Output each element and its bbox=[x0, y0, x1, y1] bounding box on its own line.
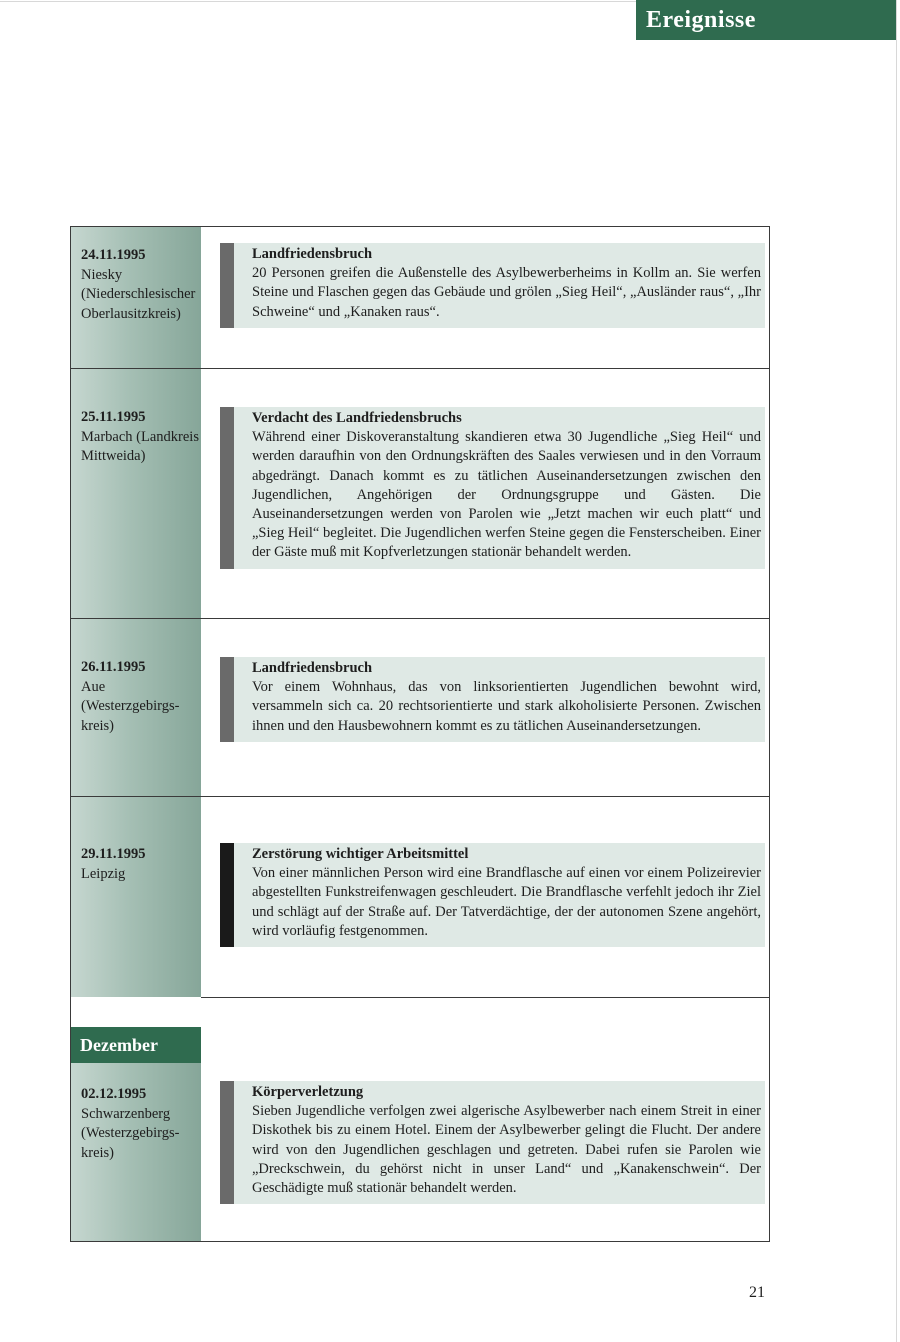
row-divider bbox=[71, 368, 769, 369]
event-date: 24.11.1995 bbox=[81, 247, 146, 263]
event-title: Landfriedensbruch bbox=[252, 246, 373, 262]
event-title: Zerstörung wichtiger Arbeitsmittel bbox=[252, 846, 469, 862]
event-description bbox=[220, 243, 765, 328]
event-meta bbox=[81, 246, 199, 324]
page-number: 21 bbox=[749, 1284, 765, 1301]
event-text: Während einer Diskoveranstaltung skandieren etwa 30 Jugendliche „Sieg Heil“ und werden daraufhin von den Ordnungskräften des Saales verwiesen und in den Vorraum abgedrängt. Danach kommt es zu tätlichen Auseinandersetzungen zwischen den Jugendlichen, Angehörigen der Ordnungsgruppe und Gästen. Die Auseinandersetzungen werden von Parolen wie „Jetzt machen wir euch platt“ und „Sieg Heil“ begleitet. Die Jugendlichen werfen Steine gegen die Fensterscheiben. Einer der Gäste muß mit Kopfverletzungen stationär behandelt werden. bbox=[252, 429, 761, 561]
event-title: Körperverletzung bbox=[252, 1084, 364, 1100]
events-table bbox=[70, 226, 770, 1242]
event-text: Vor einem Wohnhaus, das von linksorientierten Jugendlichen bewohnt wird, versammeln sich ca. 20 rechtsorientierte und stark alkoholisierte Personen. Zwischen ihnen und den Hausbewohnern kommt es zu tätlichen Auseinandersetzungen. bbox=[252, 679, 761, 734]
event-meta bbox=[81, 1085, 199, 1163]
event-place: Marbach (Landkreis Mittweida) bbox=[81, 428, 199, 464]
event-place: Leipzig bbox=[81, 865, 126, 882]
event-date: 29.11.1995 bbox=[81, 846, 146, 862]
month-heading: Dezember bbox=[71, 1027, 201, 1063]
event-date: 26.11.1995 bbox=[81, 659, 146, 675]
event-description bbox=[220, 407, 765, 569]
event-place: Schwarzenberg (Westerzgebirgskreis) bbox=[81, 1105, 180, 1161]
month-gap bbox=[71, 997, 201, 1027]
event-text: 20 Personen greifen die Außenstelle des Asylbewerberheims in Kollm an. Sie werfen Steine und Flaschen gegen das Gebäude und grölen „Sieg Heil“, „Ausländer raus“, „Ihr Schweine“ und „Kanaken raus“. bbox=[252, 265, 761, 320]
event-meta bbox=[81, 408, 199, 467]
event-marker-bar bbox=[220, 843, 234, 947]
event-marker-bar bbox=[220, 1081, 234, 1204]
row-divider bbox=[71, 618, 769, 619]
event-title: Verdacht des Landfriedensbruchs bbox=[252, 410, 462, 426]
event-description bbox=[220, 843, 765, 947]
event-text: Von einer männlichen Person wird eine Brandflasche auf einen vor einem Polizeirevier abgestellten Funkstreifenwagen geschleudert. Die Brandflasche verfehlt jedoch ihr Ziel und schlägt auf der Straße auf. Der Tatverdächtige, der der autonomen Szene angehört, wird vorläufig festgenommen. bbox=[252, 865, 761, 939]
event-place: Aue (Westerzgebirgskreis) bbox=[81, 678, 180, 734]
page-right-rule bbox=[896, 0, 897, 1342]
event-marker-bar bbox=[220, 657, 234, 742]
event-description bbox=[220, 657, 765, 742]
event-marker-bar bbox=[220, 407, 234, 569]
event-date: 02.12.1995 bbox=[81, 1086, 147, 1102]
event-meta bbox=[81, 845, 199, 884]
event-marker-bar bbox=[220, 243, 234, 328]
section-header: Ereignisse bbox=[636, 0, 896, 40]
event-text: Sieben Jugendliche verfolgen zwei algerische Asylbewerber nach einem Streit in einer Diskothek bis zu einem Hotel. Einem der Asylbewerber gelingt die Flucht. Der andere wird von den Jugendlichen geschlagen und getreten. Dabei rufen sie Parolen wie „Dreckschwein, du gehörst nicht in unser Land“ und „Kanakenschwein“. Der Geschädigte muß stationär behandelt werden. bbox=[252, 1103, 761, 1197]
event-description bbox=[220, 1081, 765, 1204]
event-place: Niesky (Niederschlesischer Oberlausitzkreis) bbox=[81, 266, 196, 322]
event-meta bbox=[81, 658, 199, 736]
row-divider bbox=[71, 796, 769, 797]
event-title: Landfriedensbruch bbox=[252, 660, 373, 676]
event-date: 25.11.1995 bbox=[81, 409, 146, 425]
